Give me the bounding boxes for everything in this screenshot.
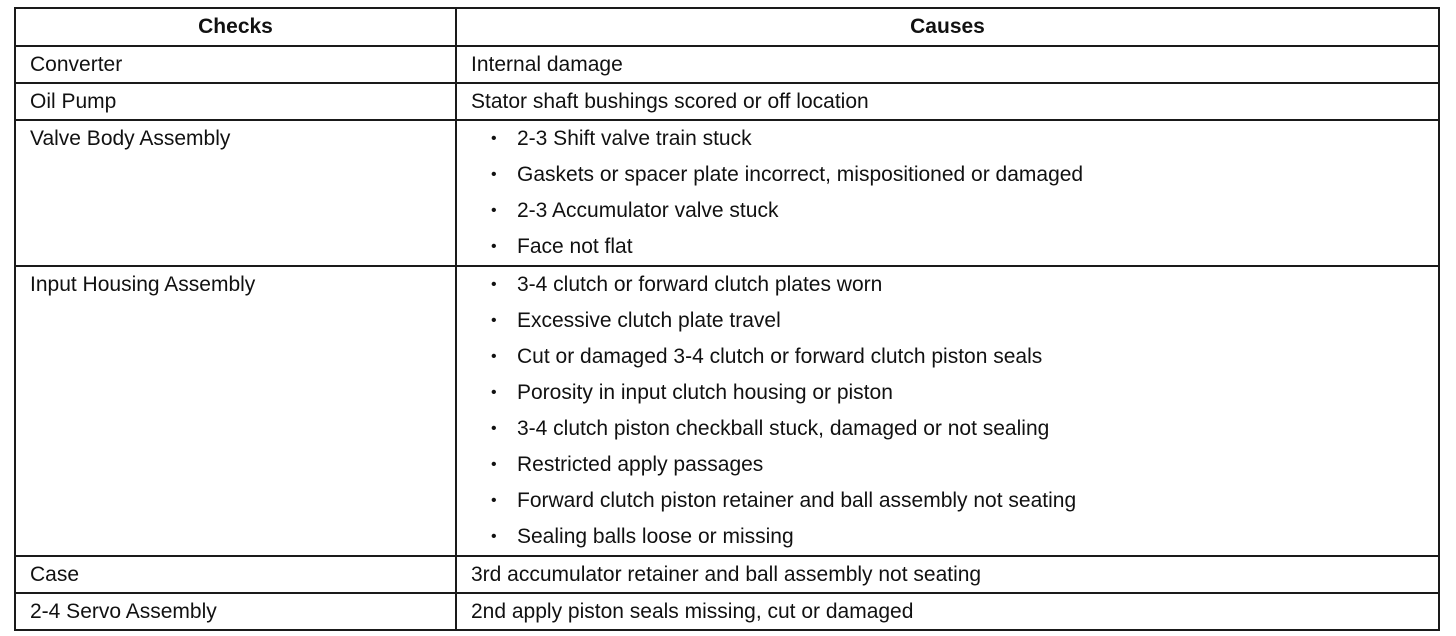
bullet-icon: • xyxy=(491,420,497,437)
cause-list-item xyxy=(489,267,1426,303)
table-row xyxy=(15,83,1439,120)
table-row xyxy=(15,120,1439,266)
cause-text: 2-3 Accumulator valve stuck xyxy=(517,199,779,222)
bullet-icon: • xyxy=(491,276,497,293)
check-cell: Valve Body Assembly xyxy=(15,120,456,266)
cause-list-item xyxy=(489,519,1426,555)
cause-text: Forward clutch piston retainer and ball assembly not seating xyxy=(517,489,1077,512)
check-cell: Converter xyxy=(15,46,456,83)
cause-text: Face not flat xyxy=(517,235,633,258)
cause-text: Excessive clutch plate travel xyxy=(517,309,781,332)
bullet-icon: • xyxy=(491,130,497,147)
cause-text: 3-4 clutch piston checkball stuck, damaged or not sealing xyxy=(517,417,1050,440)
cause-list-item xyxy=(489,375,1426,411)
bullet-icon: • xyxy=(491,384,497,401)
cause-list-item xyxy=(489,229,1426,265)
table-row xyxy=(15,593,1439,630)
cause-text: 2-3 Shift valve train stuck xyxy=(517,127,752,150)
check-cell: Case xyxy=(15,556,456,593)
cause-list xyxy=(471,267,1426,555)
bullet-icon: • xyxy=(491,348,497,365)
diagnosis-table xyxy=(14,7,1440,631)
cause-list xyxy=(471,121,1426,265)
cause-list-item xyxy=(489,193,1426,229)
bullet-icon: • xyxy=(491,238,497,255)
cause-list-item xyxy=(489,411,1426,447)
header-causes: Causes xyxy=(456,8,1439,46)
cause-list-item xyxy=(489,121,1426,157)
bullet-icon: • xyxy=(491,528,497,545)
cause-cell: 2nd apply piston seals missing, cut or damaged xyxy=(456,593,1439,630)
cause-text: Sealing balls loose or missing xyxy=(517,525,794,548)
cause-text: Cut or damaged 3-4 clutch or forward clutch piston seals xyxy=(517,345,1043,368)
bullet-icon: • xyxy=(491,492,497,509)
header-row xyxy=(15,8,1439,46)
table-row xyxy=(15,46,1439,83)
header-checks: Checks xyxy=(15,8,456,46)
cause-text: Porosity in input clutch housing or piston xyxy=(517,381,893,404)
cause-text: Restricted apply passages xyxy=(517,453,764,476)
bullet-icon: • xyxy=(491,202,497,219)
cause-cell: Internal damage xyxy=(456,46,1439,83)
table-row xyxy=(15,556,1439,593)
bullet-icon: • xyxy=(491,312,497,329)
cause-list-cell xyxy=(456,266,1439,556)
check-cell: Input Housing Assembly xyxy=(15,266,456,556)
bullet-icon: • xyxy=(491,456,497,473)
cause-cell: 3rd accumulator retainer and ball assembly not seating xyxy=(456,556,1439,593)
cause-list-item xyxy=(489,157,1426,193)
cause-list-item xyxy=(489,447,1426,483)
cause-list-item xyxy=(489,303,1426,339)
bullet-icon: • xyxy=(491,166,497,183)
cause-cell: Stator shaft bushings scored or off location xyxy=(456,83,1439,120)
cause-text: 3-4 clutch or forward clutch plates worn xyxy=(517,273,883,296)
check-cell: 2-4 Servo Assembly xyxy=(15,593,456,630)
table-row xyxy=(15,266,1439,556)
cause-text: Gaskets or spacer plate incorrect, mispositioned or damaged xyxy=(517,163,1084,186)
cause-list-item xyxy=(489,339,1426,375)
cause-list-cell xyxy=(456,120,1439,266)
check-cell: Oil Pump xyxy=(15,83,456,120)
cause-list-item xyxy=(489,483,1426,519)
